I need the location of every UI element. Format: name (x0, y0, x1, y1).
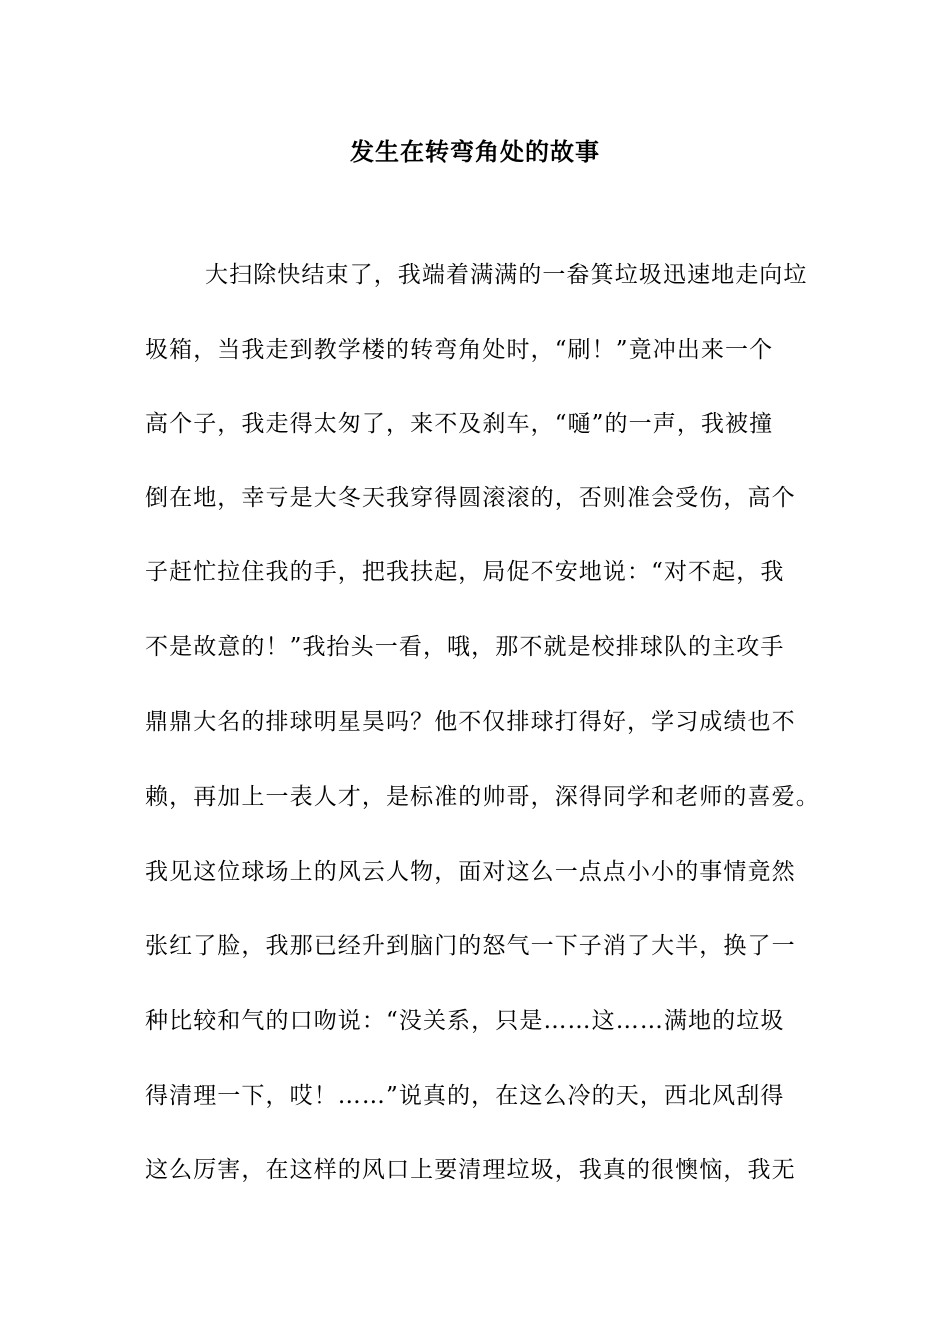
body-line: 不是故意的！”我抬头一看，哦，那不就是校排球队的主攻手 (145, 634, 785, 660)
document-title: 发生在转弯角处的故事 (350, 137, 600, 166)
body-line: 种比较和气的口吻说：“没关系，只是……这……满地的垃圾 (145, 1008, 785, 1034)
body-line: 高个子，我走得太匆了，来不及刹车，“嗵”的一声，我被撞 (145, 411, 774, 437)
body-line: 得清理一下，哎！……”说真的，在这么冷的天，西北风刮得 (145, 1083, 785, 1109)
body-line: 子赶忙拉住我的手，把我扶起，局促不安地说：“对不起，我 (145, 559, 785, 585)
body-line: 大扫除快结束了，我端着满满的一畚箕垃圾迅速地走向垃 (205, 262, 808, 288)
body-line: 这么厉害，在这样的风口上要清理垃圾，我真的很懊恼，我无 (145, 1157, 796, 1183)
body-line: 倒在地，幸亏是大冬天我穿得圆滚滚的，否则准会受伤，高个 (145, 485, 796, 511)
body-line: 赖，再加上一表人才，是标准的帅哥，深得同学和老师的喜爱。 (145, 784, 820, 810)
body-line: 鼎鼎大名的排球明星昊吗？他不仅排球打得好，学习成绩也不 (145, 709, 796, 735)
body-line: 张红了脸，我那已经升到脑门的怒气一下子消了大半，换了一 (145, 933, 796, 959)
body-line: 圾箱，当我走到教学楼的转弯角处时，“刷！”竟冲出来一个 (145, 337, 774, 363)
body-line: 我见这位球场上的风云人物，面对这么一点点小小的事情竟然 (145, 859, 796, 885)
